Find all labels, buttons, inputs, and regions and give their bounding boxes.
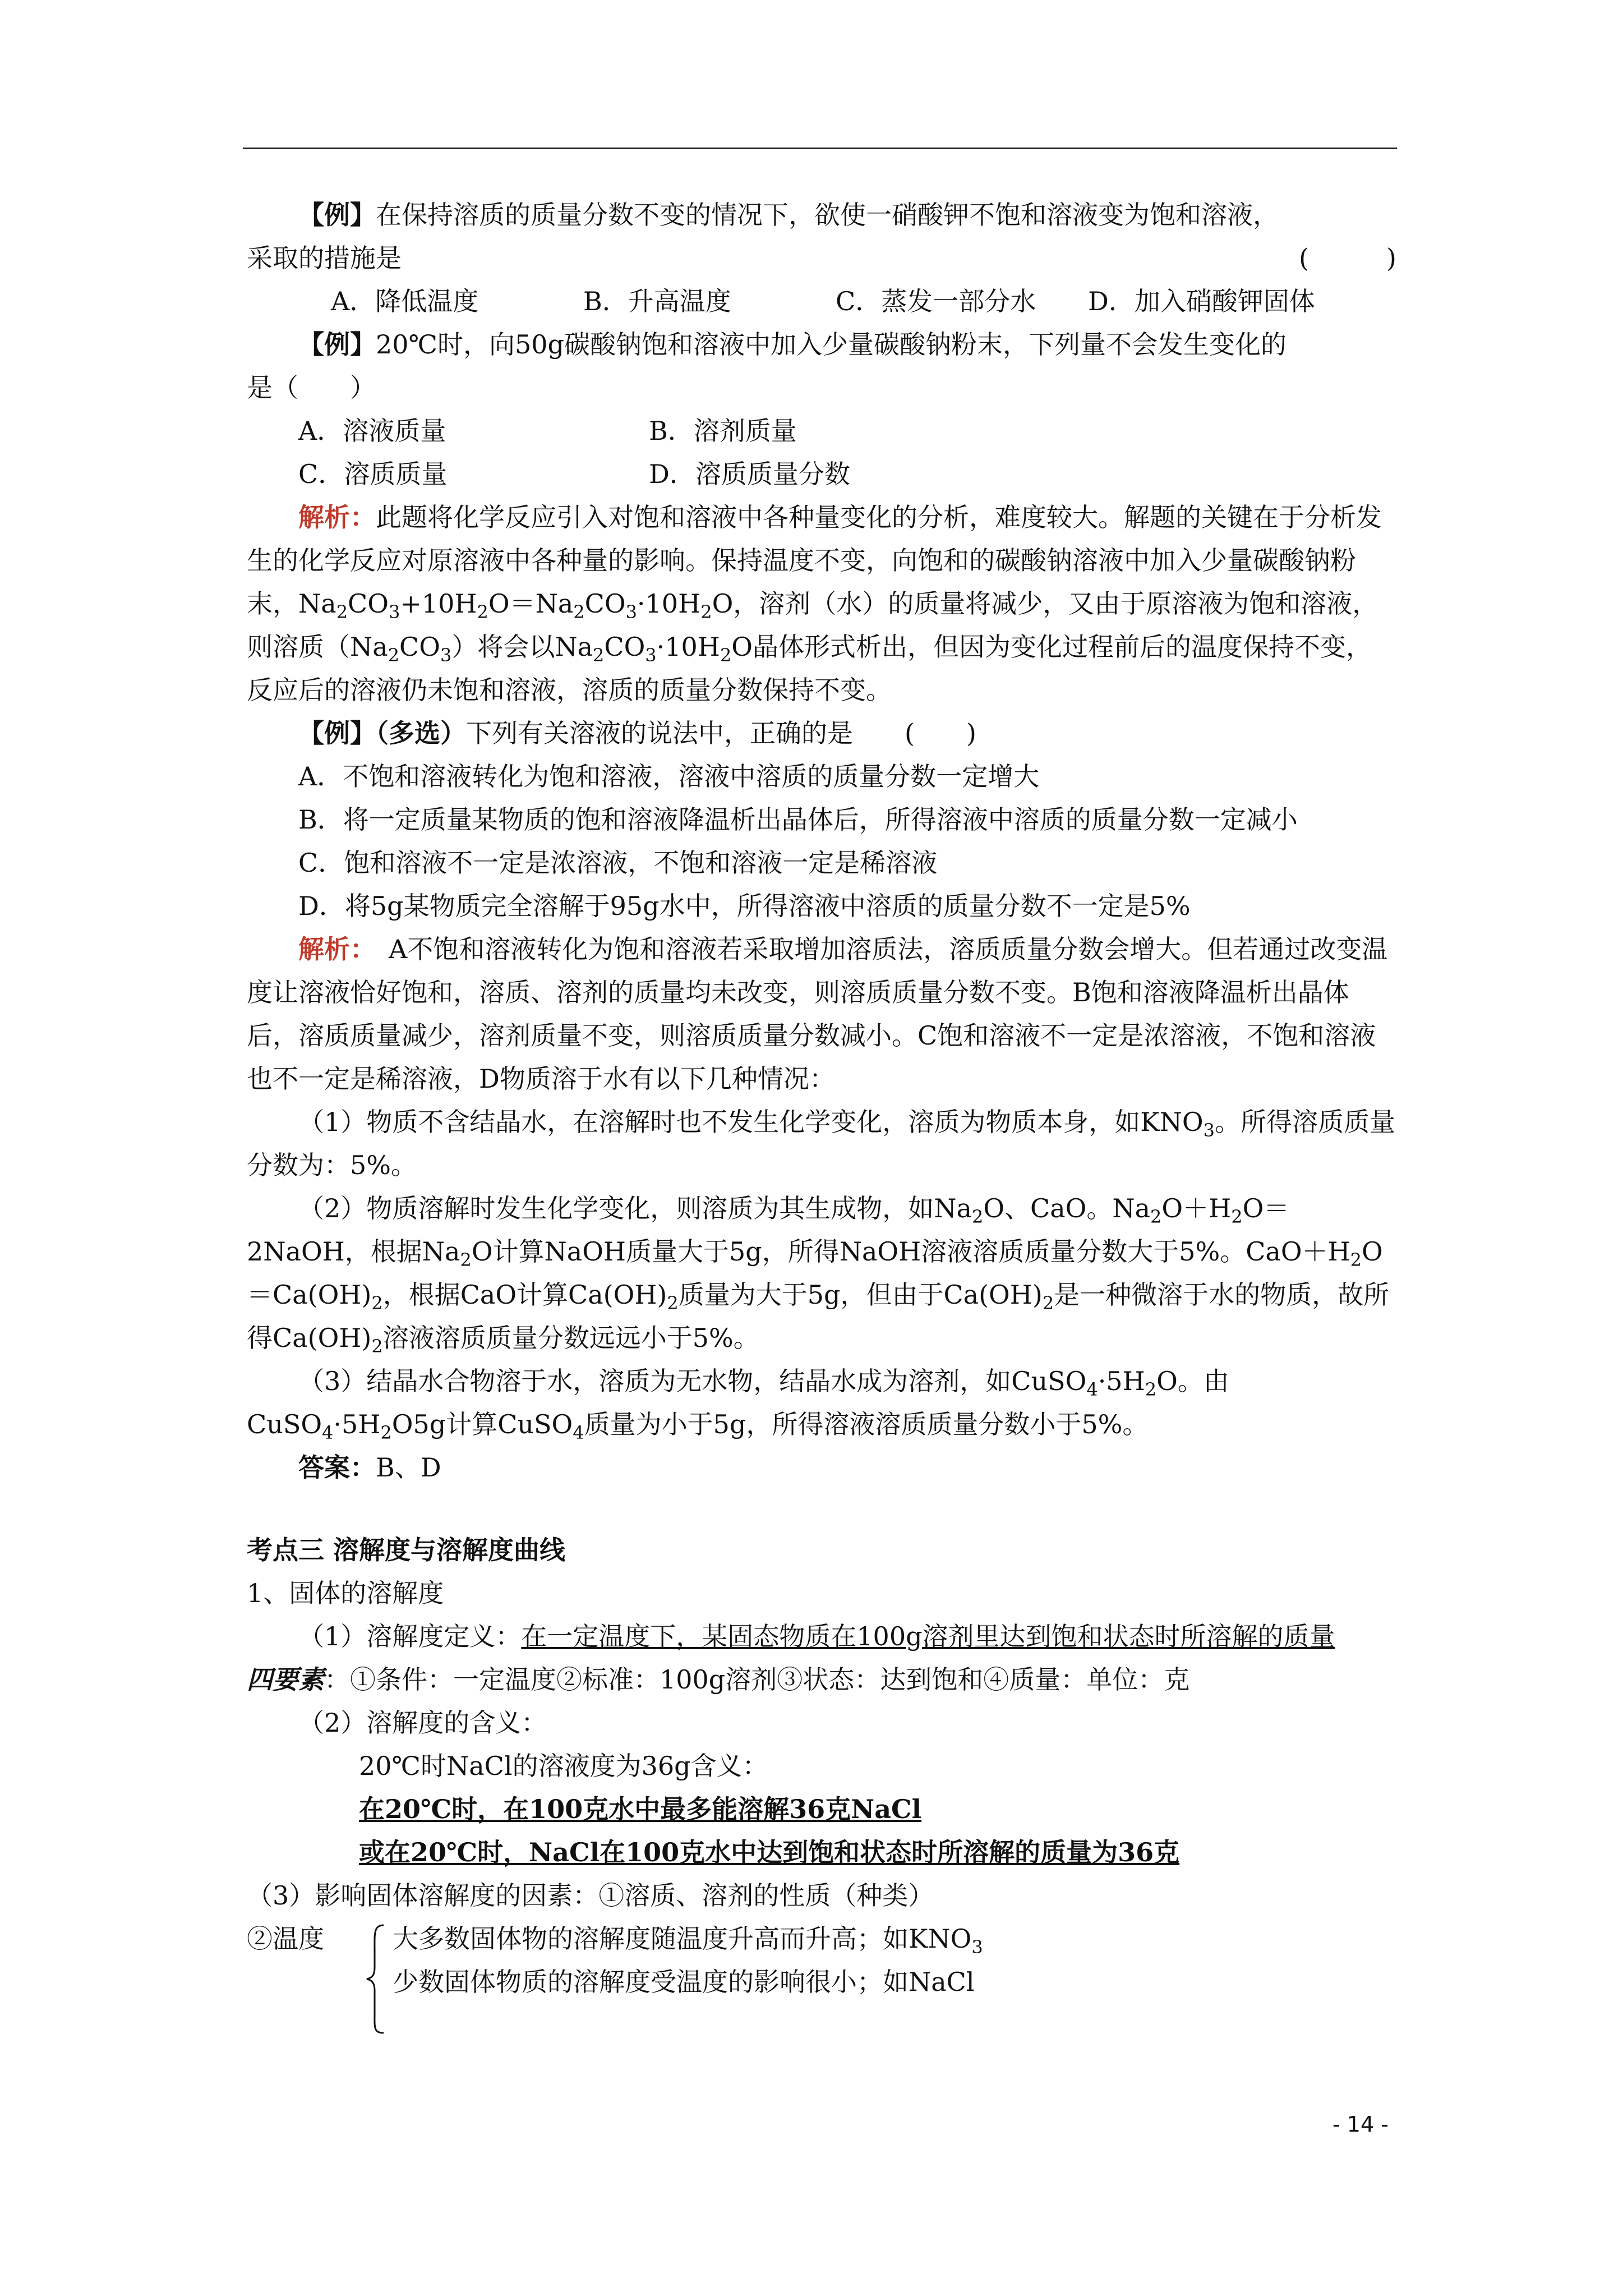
- factors-line: （3）影响固体溶解度的因素：①溶质、溶剂的性质（种类）: [247, 1880, 934, 1911]
- subsection-title: 1、固体的溶解度: [247, 1578, 444, 1608]
- page-number: - 14 -: [1332, 2112, 1389, 2137]
- example-2-stem: 【例】20℃时，向50g碳酸钠饱和溶液中加入少量碳酸钠粉末，下列量不会发生变化的: [298, 329, 1287, 360]
- answer-paren: ( ): [1299, 243, 1396, 273]
- example-3-stem: 【例】（多选）下列有关溶液的说法中，正确的是 ( ): [298, 718, 976, 748]
- example-2-analysis: 解析：此题将化学反应引入对饱和溶液中各种量变化的分析，难度较大。解题的关键在于分析发生的化学反应对原溶液中各种量的影响。保持温度不变，向饱和的碳酸钠溶液中加入少量碳酸钠粉末，$Na_2CO_3+10H_2O=Na_2CO_3\cdot 10H_2O$，溶剂（水）的质量将减少，又由于原溶液为饱和溶液，则溶质$(Na_2CO_3)$将会以$Na_2CO_3\cdot 10H_2O$晶体形式析出，但因为变化过程前后的温度保持不变，反应后的溶液仍未饱和溶液，溶质的质量分数保持不变。: [247, 502, 1382, 705]
- four-elements: 四要素：①条件：一定温度②标准：100g溶剂③状态：达到饱和④质量：单位：克: [247, 1664, 1190, 1695]
- example-3-option-c: C．饱和溶液不一定是浓溶液，不饱和溶液一定是稀溶液: [298, 848, 938, 878]
- example-tag: 【例】: [298, 329, 376, 360]
- example-2-stem-2: 是（ ）: [247, 372, 376, 403]
- temperature-factor: [247, 1917, 1396, 2047]
- example-1-stem: 【例】在保持溶质的质量分数不变的情况下，欲使一硝酸钾不饱和溶液变为饱和溶液，: [298, 200, 1279, 230]
- definition-text: 在一定温度下，某固态物质在100g溶剂里达到饱和状态时所溶解的质量: [521, 1621, 1335, 1651]
- example-1-stem-2: 采取的措施是 ( ): [247, 237, 1396, 280]
- example-tag: 【例】: [298, 718, 376, 748]
- meaning-line-3: 或在20℃时，NaCl在100克水中达到饱和状态时所溶解的质量为36克: [359, 1837, 1180, 1867]
- answer-value: B、D: [376, 1452, 441, 1483]
- example-3-option-b: B．将一定质量某物质的饱和溶液降温析出晶体后，所得溶液中溶质的质量分数一定减小: [298, 804, 1298, 835]
- case-1: （1）物质不含结晶水，在溶解时也不发生化学变化，溶质为物质本身，如$KNO_3$。所得溶质质量分数为：5%。: [247, 1107, 1395, 1180]
- example-2-options-row-2: C．溶质质量 D．溶质质量分数: [298, 459, 850, 489]
- section-heading: 考点三 溶解度与溶解度曲线: [247, 1535, 566, 1565]
- analysis-label: 解析：: [298, 934, 363, 964]
- example-3-option-a: A．不饱和溶液转化为饱和溶液，溶液中溶质的质量分数一定增大: [298, 761, 1040, 792]
- meaning-label: （2）溶解度的含义：: [298, 1708, 547, 1738]
- answer-label: 答案：: [298, 1452, 376, 1483]
- definition: （1）溶解度定义：在一定温度下，某固态物质在100g溶剂里达到饱和状态时所溶解的质量: [298, 1621, 1335, 1651]
- meaning-line-1: 20℃时NaCl的溶液度为36g含义：: [359, 1751, 768, 1781]
- example-3-option-d: D．将5g某物质完全溶解于95g水中，所得溶液中溶质的质量分数不一定是5%: [298, 891, 1191, 921]
- answer-line: [247, 1446, 1396, 1489]
- temperature-label: ②温度: [247, 1924, 324, 1954]
- meaning-line-2: 在20℃时，在100克水中最多能溶解36克NaCl: [359, 1794, 922, 1824]
- temperature-line-1: 大多数固体物的溶解度随温度升高而升高；如$KNO_3$: [393, 1924, 983, 1958]
- curly-brace-icon: [359, 1917, 393, 2047]
- document-body: [247, 194, 1396, 2047]
- example-2-options-row-1: A．溶液质量 B．溶剂质量: [298, 416, 797, 446]
- example-tag: 【例】: [298, 200, 376, 230]
- example-3-analysis: 解析： A不饱和溶液转化为饱和溶液若采取增加溶质法，溶质质量分数会增大。但若通过改变温度让溶液恰好饱和，溶质、溶剂的质量均未改变，则溶质质量分数不变。B饱和溶液降温析出晶体后，溶质质量减少，溶剂质量不变，则溶质质量分数减小。C饱和溶液不一定是浓溶液，不饱和溶液也不一定是稀溶液，D物质溶于水有以下几种情况：: [247, 934, 1388, 1094]
- example-1-options: A．降低温度 B．升高温度 C．蒸发一部分水 D．加入硝酸钾固体: [331, 286, 1315, 316]
- case-2: （2）物质溶解时发生化学变化，则溶质为其生成物，如$Na_2O$、CaO。$Na_2O+H_2O=2NaOH$，根据$Na_2O$计算NaOH质量大于5g，所得NaOH溶液溶质质量分数大于5%。$CaO+H_2O=Ca(OH)_2$，根据CaO计算$Ca(OH)_2$质量为大于5g，但由于$Ca(OH)_2$是一种微溶于水的物质，故所得$Ca(OH)_2$溶液溶质质量分数远远小于5%。: [247, 1193, 1390, 1357]
- temperature-line-2: 少数固体物质的溶解度受温度的影响很小；如NaCl: [393, 1967, 975, 1997]
- header-rule: [243, 148, 1397, 149]
- case-3: （3）结晶水合物溶于水，溶质为无水物，结晶水成为溶剂，如$CuSO_4\cdot 5H_2O$。由$CuSO_4\cdot 5H_2O5g$计算CuSO$_4$质量为小于5g，所得溶液溶质质量分数小于5%。: [247, 1366, 1229, 1443]
- analysis-label: 解析：: [298, 502, 376, 532]
